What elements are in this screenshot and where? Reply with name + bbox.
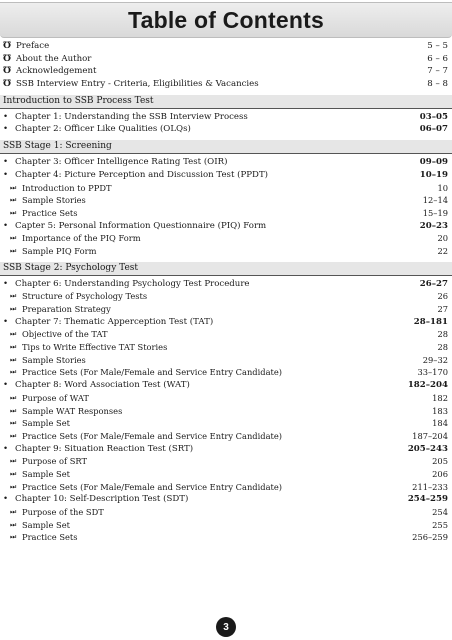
bullet-icon: •: [3, 111, 9, 122]
entry-left: [0, 493, 188, 506]
entry-left: [0, 169, 268, 182]
entry-label: Sample Stories: [22, 354, 86, 365]
fast-forward-icon: ⏭: [10, 431, 17, 440]
entry-left: [0, 354, 86, 367]
fast-forward-icon: ⏭: [10, 457, 17, 466]
fast-forward-icon: ⏭: [10, 368, 17, 377]
omega-bullet-icon: ℧: [3, 41, 12, 51]
entry-pages: 27: [437, 304, 448, 314]
entry-label: Practice Sets (For Male/Female and Service Entry Candidate): [22, 430, 283, 441]
entry-label: Acknowledgement: [16, 66, 97, 77]
subtopic-entry[interactable]: [0, 232, 452, 245]
entry-pages: 205–243: [407, 443, 448, 454]
subtopic-entry[interactable]: [0, 194, 452, 207]
entry-label: About the Author: [16, 53, 92, 64]
entry-left: [0, 278, 250, 291]
page-number: 3: [216, 617, 236, 637]
entry-label: Chapter 1: Understanding the SSB Interview Process: [15, 111, 248, 122]
entry-left: [0, 207, 78, 220]
subtopic-entry[interactable]: [0, 207, 452, 220]
entry-pages: 22: [437, 245, 448, 256]
preface-list: [0, 40, 452, 91]
subtopic-entry[interactable]: [0, 455, 452, 468]
fast-forward-icon: ⏭: [10, 234, 17, 243]
toc-entry[interactable]: [0, 78, 452, 91]
entry-left: [0, 531, 78, 544]
entry-pages: 26–27: [419, 278, 448, 289]
entry-pages: 7 – 7: [427, 66, 448, 77]
fast-forward-icon: ⏭: [10, 419, 17, 428]
chapter-entry[interactable]: [0, 379, 452, 392]
entry-pages: 254: [432, 507, 448, 517]
subtopic-entry[interactable]: [0, 405, 452, 418]
fast-forward-icon: ⏭: [10, 183, 17, 192]
entry-label: Chapter 2: Officer Like Qualities (OLQs): [15, 124, 191, 135]
entry-pages: 254–259: [407, 494, 448, 505]
entry-pages: 28: [437, 329, 448, 340]
entry-label: Preface: [16, 41, 50, 51]
subtopic-entry[interactable]: [0, 417, 452, 430]
entry-pages: 205: [432, 456, 448, 467]
entry-left: [0, 506, 104, 519]
fast-forward-icon: ⏭: [10, 469, 17, 478]
entry-left: [0, 194, 86, 207]
entry-label: Purpose of SRT: [22, 456, 88, 467]
entry-label: Sample Set: [22, 468, 70, 479]
bullet-icon: •: [3, 220, 9, 231]
entry-left: [0, 123, 191, 136]
bullet-icon: •: [3, 278, 9, 289]
subtopic-entry[interactable]: [0, 519, 452, 532]
entry-label: Practice Sets (For Male/Female and Service Entry Candidate): [22, 367, 283, 378]
fast-forward-icon: ⏭: [10, 305, 17, 313]
bullet-icon: •: [3, 316, 9, 327]
entry-pages: 183: [432, 405, 448, 416]
entry-pages: 211–233: [412, 481, 448, 492]
entry-left: [3, 53, 91, 66]
entry-label: Chapter 3: Officer Intelligence Rating Test (OIR): [15, 157, 228, 168]
entry-pages: 26: [437, 291, 448, 302]
entry-label: Practice Sets: [22, 207, 78, 218]
entry-pages: 187–204: [412, 430, 448, 441]
section-heading: SSB Stage 2: Psychology Test: [0, 262, 452, 276]
bullet-icon: •: [3, 443, 9, 454]
entry-pages: 206: [432, 468, 448, 479]
subtopic-entry[interactable]: [0, 430, 452, 443]
entry-left: [0, 417, 70, 430]
entry-pages: 20: [437, 233, 448, 244]
entry-pages: 33–170: [417, 367, 448, 378]
fast-forward-icon: ⏭: [10, 246, 17, 255]
fast-forward-icon: ⏭: [10, 343, 17, 352]
omega-bullet-icon: ℧: [3, 66, 12, 77]
fast-forward-icon: ⏭: [10, 406, 17, 415]
entry-pages: 12–14: [422, 195, 448, 206]
entry-left: [0, 519, 70, 532]
entry-left: [0, 392, 89, 405]
entry-label: Sample Set: [22, 519, 70, 530]
toc-entry[interactable]: [0, 65, 452, 78]
entry-left: [0, 430, 282, 443]
chapter-entry[interactable]: [0, 220, 452, 233]
entry-left: [3, 40, 49, 53]
subtopic-entry[interactable]: [0, 182, 452, 195]
entry-pages: 6 – 6: [427, 53, 448, 64]
subtopic-entry[interactable]: [0, 468, 452, 481]
fast-forward-icon: ⏭: [10, 292, 17, 301]
entry-label: Chapter 6: Understanding Psychology Test Procedure: [15, 278, 250, 289]
entry-label: Practice Sets (For Male/Female and Service Entry Candidate): [22, 481, 283, 492]
subtopic-entry[interactable]: [0, 481, 452, 494]
subtopic-entry[interactable]: [0, 531, 452, 544]
entry-label: Chapter 4: Picture Perception and Discussion Test (PPDT): [15, 169, 269, 180]
entry-label: Sample PIQ Form: [22, 245, 97, 256]
subtopic-entry[interactable]: [0, 392, 452, 405]
entry-pages: 29–32: [422, 354, 448, 365]
entry-pages: 182: [432, 392, 448, 403]
entry-label: Practice Sets: [22, 532, 78, 543]
entry-pages: 28: [437, 342, 448, 353]
entry-left: [3, 78, 259, 91]
fast-forward-icon: ⏭: [10, 533, 17, 542]
toc-entry[interactable]: [0, 40, 452, 53]
entry-pages: 255: [432, 519, 448, 530]
chapter-entry[interactable]: [0, 278, 452, 291]
fast-forward-icon: ⏭: [10, 508, 17, 516]
fast-forward-icon: ⏭: [10, 355, 17, 364]
bullet-icon: •: [3, 380, 9, 391]
entry-label: Purpose of WAT: [22, 392, 89, 403]
entry-label: Chapter 8: Word Association Test (WAT): [15, 380, 190, 391]
entry-pages: 09–09: [419, 157, 448, 168]
entry-left: [0, 379, 190, 392]
fast-forward-icon: ⏭: [10, 208, 17, 217]
entry-label: Introduction to PPDT: [22, 182, 112, 193]
entry-left: [0, 156, 227, 169]
section-heading: SSB Stage 1: Screening: [0, 140, 452, 154]
entry-label: Preparation Strategy: [22, 304, 111, 314]
bullet-icon: •: [3, 169, 9, 180]
toc-entry[interactable]: [0, 53, 452, 66]
bullet-icon: •: [3, 494, 9, 505]
entry-label: Sample Set: [22, 418, 70, 429]
chapter-entry[interactable]: [0, 156, 452, 169]
fast-forward-icon: ⏭: [10, 393, 17, 402]
entry-left: [0, 111, 248, 124]
chapter-entry[interactable]: [0, 123, 452, 136]
subtopic-entry[interactable]: [0, 354, 452, 367]
toc-sections: [0, 95, 452, 544]
entry-left: [0, 290, 147, 303]
entry-label: Chapter 9: Situation Reaction Test (SRT): [15, 443, 194, 454]
entry-left: [3, 65, 96, 78]
entry-label: Structure of Psychology Tests: [22, 291, 148, 302]
entry-pages: 5 – 5: [427, 41, 448, 51]
subtopic-entry[interactable]: [0, 303, 452, 316]
entry-label: Capter 5: Personal Information Questionnaire (PIQ) Form: [15, 220, 267, 231]
page-title: Table of Contents: [128, 6, 324, 33]
entry-left: [0, 303, 111, 316]
fast-forward-icon: ⏭: [10, 520, 17, 529]
entry-label: Chapter 7: Thematic Apperception Test (TAT): [15, 316, 214, 327]
chapter-entry[interactable]: [0, 111, 452, 124]
chapter-entry[interactable]: [0, 169, 452, 182]
entry-label: Sample WAT Responses: [22, 405, 123, 416]
entry-label: Chapter 10: Self-Description Test (SDT): [15, 494, 189, 505]
subtopic-entry[interactable]: [0, 366, 452, 379]
fast-forward-icon: ⏭: [10, 330, 17, 339]
bullet-icon: •: [3, 157, 9, 168]
fast-forward-icon: ⏭: [10, 482, 17, 491]
entry-pages: 06–07: [419, 124, 448, 135]
chapter-entry[interactable]: [0, 493, 452, 506]
entry-left: [0, 341, 167, 354]
chapter-entry[interactable]: [0, 443, 452, 456]
title-bar: [0, 2, 452, 38]
entry-label: Objective of the TAT: [22, 329, 108, 340]
chapter-entry[interactable]: [0, 316, 452, 329]
entry-pages: 10–19: [419, 169, 448, 180]
section-heading: Introduction to SSB Process Test: [0, 95, 452, 109]
entry-left: [0, 405, 122, 418]
entry-left: [0, 220, 266, 233]
entry-pages: 15–19: [422, 207, 448, 218]
entry-pages: 20–23: [419, 220, 448, 231]
omega-bullet-icon: ℧: [3, 53, 12, 64]
entry-label: Sample Stories: [22, 195, 86, 206]
entry-left: [0, 468, 70, 481]
subtopic-entry[interactable]: [0, 290, 452, 303]
entry-left: [0, 245, 96, 258]
entry-left: [0, 316, 213, 329]
entry-pages: 8 – 8: [427, 79, 448, 90]
entry-left: [0, 328, 108, 341]
entry-pages: 182–204: [407, 380, 448, 391]
toc-content: [0, 40, 452, 544]
entry-left: [0, 481, 282, 494]
entry-label: SSB Interview Entry - Criteria, Eligibilities & Vacancies: [16, 79, 259, 90]
entry-left: [0, 232, 141, 245]
entry-pages: 03–05: [419, 111, 448, 122]
entry-label: Purpose of the SDT: [22, 507, 104, 517]
entry-pages: 256–259: [412, 532, 448, 543]
entry-pages: 28–181: [413, 316, 448, 327]
entry-pages: 10: [437, 182, 448, 193]
fast-forward-icon: ⏭: [10, 196, 17, 205]
bullet-icon: •: [3, 124, 9, 135]
subtopic-entry[interactable]: [0, 328, 452, 341]
entry-left: [0, 443, 193, 456]
entry-label: Tips to Write Effective TAT Stories: [22, 342, 168, 353]
entry-pages: 184: [432, 418, 448, 429]
subtopic-entry[interactable]: [0, 245, 452, 258]
omega-bullet-icon: ℧: [3, 79, 12, 90]
subtopic-entry[interactable]: [0, 341, 452, 354]
entry-left: [0, 182, 112, 195]
entry-left: [0, 366, 282, 379]
entry-label: Importance of the PIQ Form: [22, 233, 141, 244]
subtopic-entry[interactable]: [0, 506, 452, 519]
entry-left: [0, 455, 87, 468]
